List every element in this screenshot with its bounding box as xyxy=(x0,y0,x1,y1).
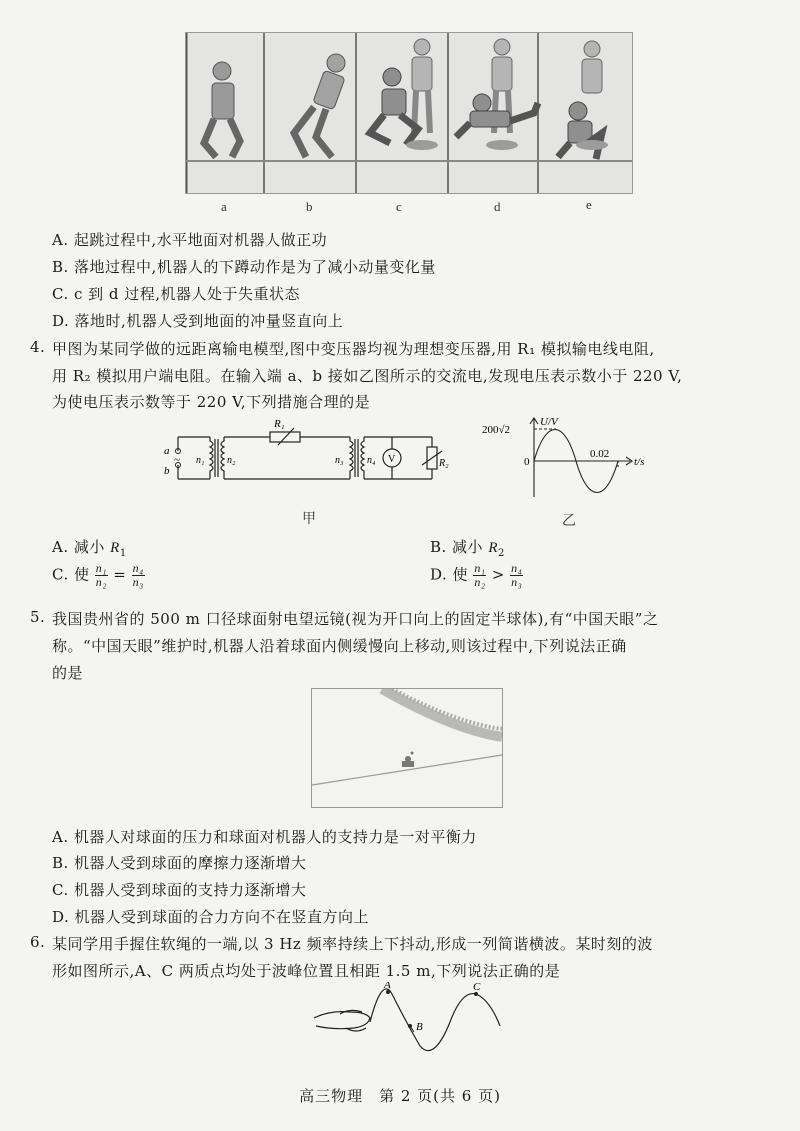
transmission-circuit-diagram xyxy=(160,415,460,505)
y-axis-label: U/V xyxy=(540,416,558,428)
frame-label-c: c xyxy=(396,199,402,214)
rope-wave-diagram xyxy=(310,982,530,1054)
q6-number: 6. xyxy=(30,933,46,951)
n4-label: n₄ xyxy=(367,455,376,466)
n2-label: n₂ xyxy=(227,455,236,466)
q4-option-d-rhs-fraction: $\frac{\text{n₄}}{\text{n₃}}$ xyxy=(511,561,523,589)
q4-option-a-prefix: A. 减小 xyxy=(52,538,111,556)
q3-option-d: D. 落地时,机器人受到地面的冲量竖直向上 xyxy=(52,312,344,330)
q5-number: 5. xyxy=(30,608,46,626)
q5-option-b: B. 机器人受到球面的摩擦力逐渐增大 xyxy=(52,854,307,872)
q4-option-c-operator: = xyxy=(113,565,127,584)
n3-label: n₃ xyxy=(335,455,344,466)
q5-stem-line-3: 的是 xyxy=(52,664,84,682)
figure-yi-caption: 乙 xyxy=(562,513,576,529)
q4-option-b xyxy=(430,536,505,559)
terminal-b-label: b xyxy=(164,465,170,477)
telescope-surface-illustration xyxy=(312,689,502,807)
frame-label-b: b xyxy=(306,199,313,214)
point-b-label: B xyxy=(416,1021,423,1033)
q4-option-c xyxy=(52,562,145,589)
q4-option-d-operator: > xyxy=(491,565,505,584)
q4-option-b-var: R xyxy=(488,540,498,556)
page-footer: 高三物理 第 2 页(共 6 页) xyxy=(299,1087,501,1105)
q5-option-d: D. 机器人受到球面的合力方向不在竖直方向上 xyxy=(52,908,370,926)
robot-jump-photo xyxy=(185,32,633,194)
n1-label: n₁ xyxy=(196,455,205,466)
frame-label-d: d xyxy=(494,199,501,214)
q4-option-c-prefix: C. 使 xyxy=(52,565,90,584)
x-axis-label: t/s xyxy=(634,456,645,468)
fast-telescope-photo xyxy=(311,688,503,808)
q4-option-a xyxy=(52,536,127,559)
q6-stem-line-1: 某同学用手握住软绳的一端,以 3 Hz 频率持续上下抖动,形成一列简谐横波。某时刻的波 xyxy=(52,935,653,953)
q4-option-c-rhs-fraction: $\frac{\text{n₄}}{\text{n₃}}$ xyxy=(132,561,144,589)
origin-label: 0 xyxy=(524,456,530,468)
q4-number: 4. xyxy=(30,338,46,356)
period-label: 0.02 xyxy=(590,448,610,460)
q4-option-a-sub: 1 xyxy=(119,548,127,559)
q4-option-d-lhs-fraction: $\frac{\text{n₁}}{\text{n₂}}$ xyxy=(474,561,486,589)
q4-option-d-prefix: D. 使 xyxy=(430,565,469,584)
point-a-label: A xyxy=(384,982,391,991)
q4-option-c-lhs-fraction: $\frac{\text{n₁}}{\text{n₂}}$ xyxy=(95,561,107,589)
q3-option-b: B. 落地过程中,机器人的下蹲动作是为了减小动量变化量 xyxy=(52,258,436,276)
q3-option-a: A. 起跳过程中,水平地面对机器人做正功 xyxy=(52,231,328,249)
robot-sequence-illustration xyxy=(186,33,632,193)
ac-voltage-graph xyxy=(480,415,670,505)
peak-voltage-label: 200√2 xyxy=(482,424,511,436)
q4-option-a-var: R xyxy=(110,540,120,556)
q4-option-b-sub: 2 xyxy=(498,548,505,559)
q5-option-c: C. 机器人受到球面的支持力逐渐增大 xyxy=(52,881,307,899)
q4-stem-line-3: 为使电压表示数等于 220 V,下列措施合理的是 xyxy=(52,393,371,411)
frame-label-a: a xyxy=(221,199,227,214)
q5-stem-line-2: 称。“中国天眼”维护时,机器人沿着球面内侧缓慢向上移动,则该过程中,下列说法正确 xyxy=(52,637,627,655)
q4-stem-line-1: 甲图为某同学做的远距离输电模型,图中变压器均视为理想变压器,用 R₁ 模拟输电线电阻, xyxy=(52,340,655,358)
r1-label: R₁ xyxy=(274,418,285,430)
r2-label: R₂ xyxy=(439,458,449,469)
figure-jia-caption: 甲 xyxy=(302,511,316,527)
ac-source-symbol: ~ xyxy=(174,454,180,466)
q4-option-d xyxy=(430,562,523,589)
voltmeter-symbol: V xyxy=(388,454,396,465)
point-c-label: C xyxy=(473,982,481,993)
q5-option-a: A. 机器人对球面的压力和球面对机器人的支持力是一对平衡力 xyxy=(52,828,477,846)
q5-stem-line-1: 我国贵州省的 500 m 口径球面射电望远镜(视为开口向上的固定半球体),有“中国天眼”之 xyxy=(52,610,659,628)
frame-label-e: e xyxy=(586,197,592,212)
q4-option-b-prefix: B. 减小 xyxy=(430,538,489,556)
q6-stem-line-2: 形如图所示,A、C 两质点均处于波峰位置且相距 1.5 m,下列说法正确的是 xyxy=(52,962,561,980)
q4-stem-line-2: 用 R₂ 模拟用户端电阻。在输入端 a、b 接如乙图所示的交流电,发现电压表示数小于 220 V, xyxy=(52,367,683,385)
terminal-a-label: a xyxy=(164,445,170,457)
q3-option-c: C. c 到 d 过程,机器人处于失重状态 xyxy=(52,285,301,303)
